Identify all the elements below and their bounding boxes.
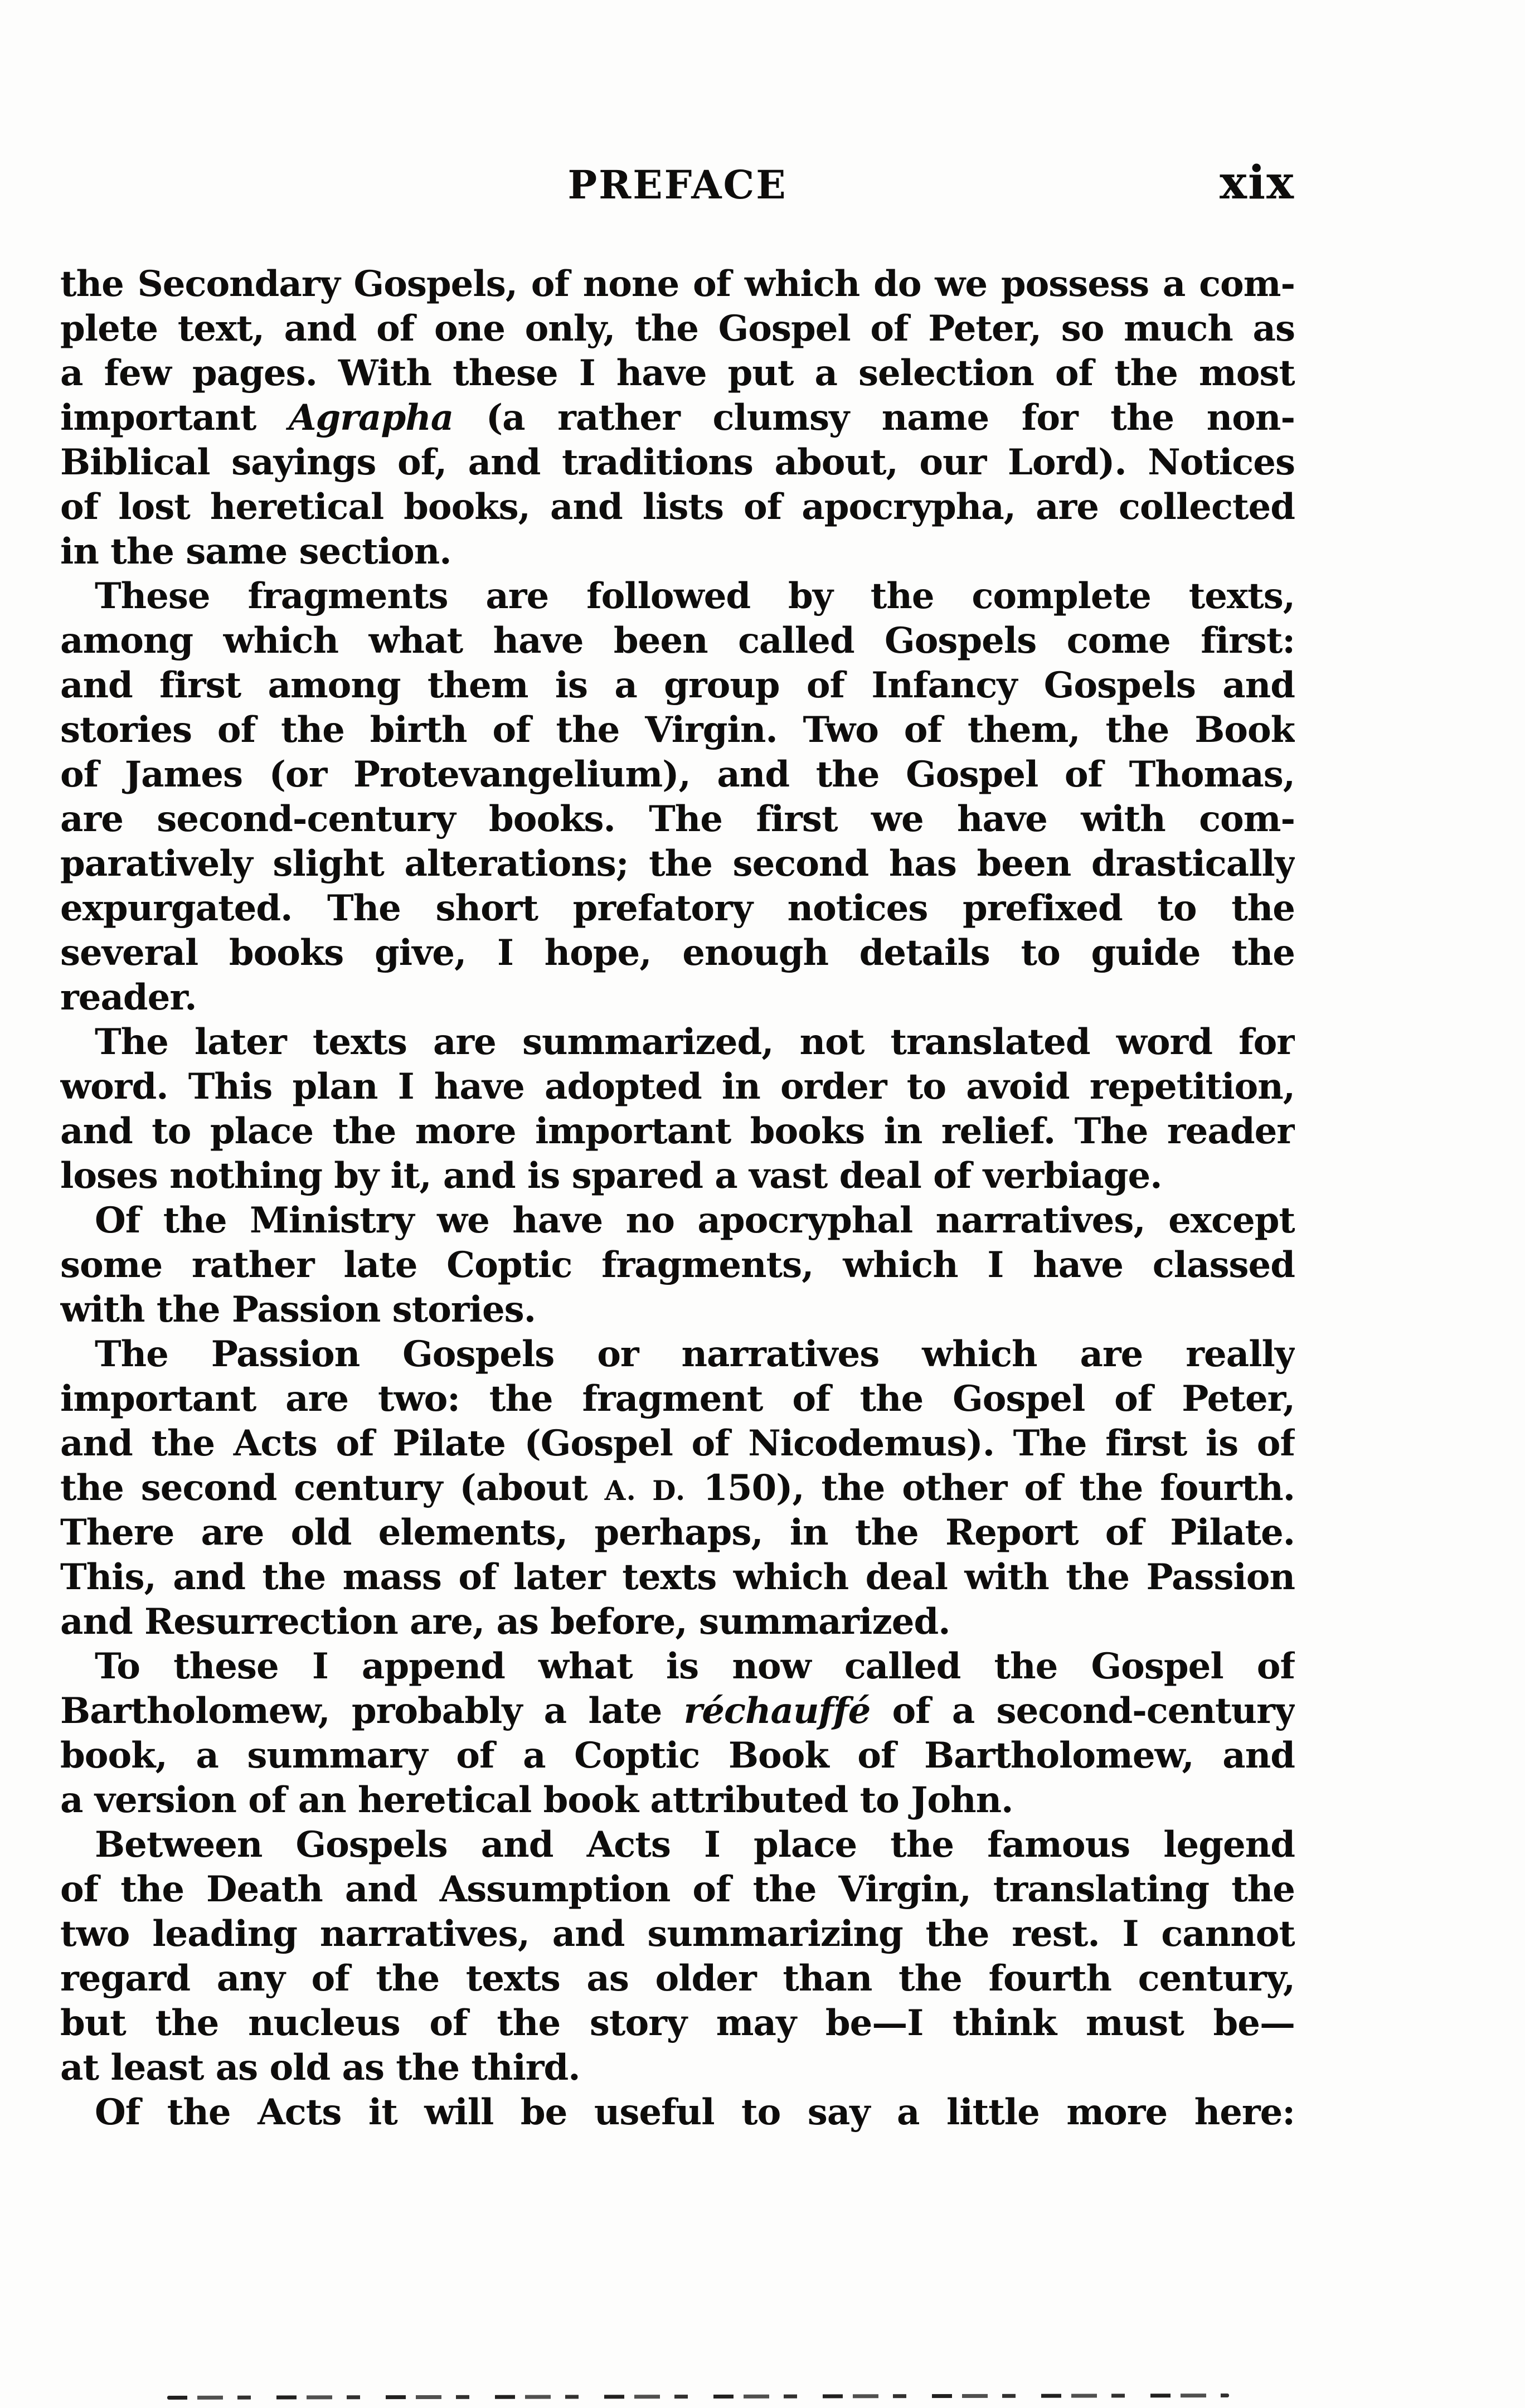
text-line: and first among them is a group of Infancy Gospels and <box>60 664 1295 706</box>
text-line: important are two: the fragment of the Gospel of Peter, <box>60 1378 1295 1420</box>
text-line: reader. <box>60 977 197 1018</box>
text-line: and to place the more important books in relief. The reader <box>60 1110 1295 1152</box>
text-line: and Resurrection are, as before, summarized. <box>60 1601 950 1643</box>
page-header <box>60 156 1295 210</box>
scan-artifact-line <box>167 2394 1229 2400</box>
text-line: the Secondary Gospels, of none of which do we possess a com- <box>60 263 1295 305</box>
text-line: book, a summary of a Coptic Book of Bartholomew, and <box>60 1735 1295 1776</box>
text-line: are second-century books. The first we have with com- <box>60 798 1295 840</box>
text-line: of lost heretical books, and lists of apocrypha, are collected <box>60 486 1295 528</box>
text-line: Bartholomew, probably a late réchauffé of a second-century <box>60 1690 1295 1732</box>
text-line: paratively slight alterations; the second has been drastically <box>60 843 1295 885</box>
text-line: among which what have been called Gospels come first: <box>60 620 1295 662</box>
text-line: expurgated. The short prefatory notices prefixed to the <box>60 887 1295 929</box>
text-line: some rather late Coptic fragments, which I have classed <box>60 1244 1295 1286</box>
text-block <box>60 262 1295 2135</box>
text-line: stories of the birth of the Virgin. Two of them, the Book <box>60 709 1295 751</box>
text-line: the second century (about A. D. 150), the other of the fourth. <box>60 1467 1295 1509</box>
text-line: word. This plan I have adopted in order to avoid repetition, <box>60 1066 1295 1108</box>
text-line: at least as old as the third. <box>60 2047 580 2089</box>
text-line: and the Acts of Pilate (Gospel of Nicodemus). The first is of <box>60 1423 1295 1464</box>
text-line: The later texts are summarized, not translated word for <box>95 1021 1295 1063</box>
text-line: Biblical sayings of, and traditions about, our Lord). Notices <box>60 441 1295 483</box>
text-line: in the same section. <box>60 531 451 572</box>
text-line: Between Gospels and Acts I place the famous legend <box>95 1824 1295 1866</box>
text-line: The Passion Gospels or narratives which are really <box>95 1333 1295 1375</box>
page-number: xix <box>1220 156 1295 210</box>
text-line: There are old elements, perhaps, in the Report of Pilate. <box>60 1512 1295 1553</box>
page-title: PREFACE <box>567 162 788 208</box>
text-line: but the nucleus of the story may be—I think must be— <box>60 2002 1295 2044</box>
text-line: regard any of the texts as older than the fourth century, <box>60 1958 1295 1999</box>
text-line: This, and the mass of later texts which deal with the Passion <box>60 1556 1295 1598</box>
text-line: with the Passion stories. <box>60 1289 536 1331</box>
text-line: a few pages. With these I have put a selection of the most <box>60 352 1295 394</box>
text-line: loses nothing by it, and is spared a vast deal of verbiage. <box>60 1155 1162 1197</box>
text-line: two leading narratives, and summarizing the rest. I cannot <box>60 1913 1295 1955</box>
text-line: a version of an heretical book attributed to John. <box>60 1779 1013 1821</box>
text-line: These fragments are followed by the complete texts, <box>95 575 1295 617</box>
text-line: Of the Ministry we have no apocryphal narratives, except <box>95 1200 1295 1241</box>
text-line: To these I append what is now called the Gospel of <box>95 1645 1295 1687</box>
text-line: plete text, and of one only, the Gospel of Peter, so much as <box>60 308 1295 349</box>
text-line: of James (or Protevangelium), and the Gospel of Thomas, <box>60 754 1295 795</box>
text-line: several books give, I hope, enough details to guide the <box>60 932 1295 974</box>
text-line: of the Death and Assumption of the Virgin, translating the <box>60 1868 1295 1910</box>
text-line: Of the Acts it will be useful to say a little more here: <box>95 2091 1295 2133</box>
text-line: important Agrapha (a rather clumsy name for the non- <box>60 397 1295 439</box>
header-spacer-right <box>788 156 1295 210</box>
